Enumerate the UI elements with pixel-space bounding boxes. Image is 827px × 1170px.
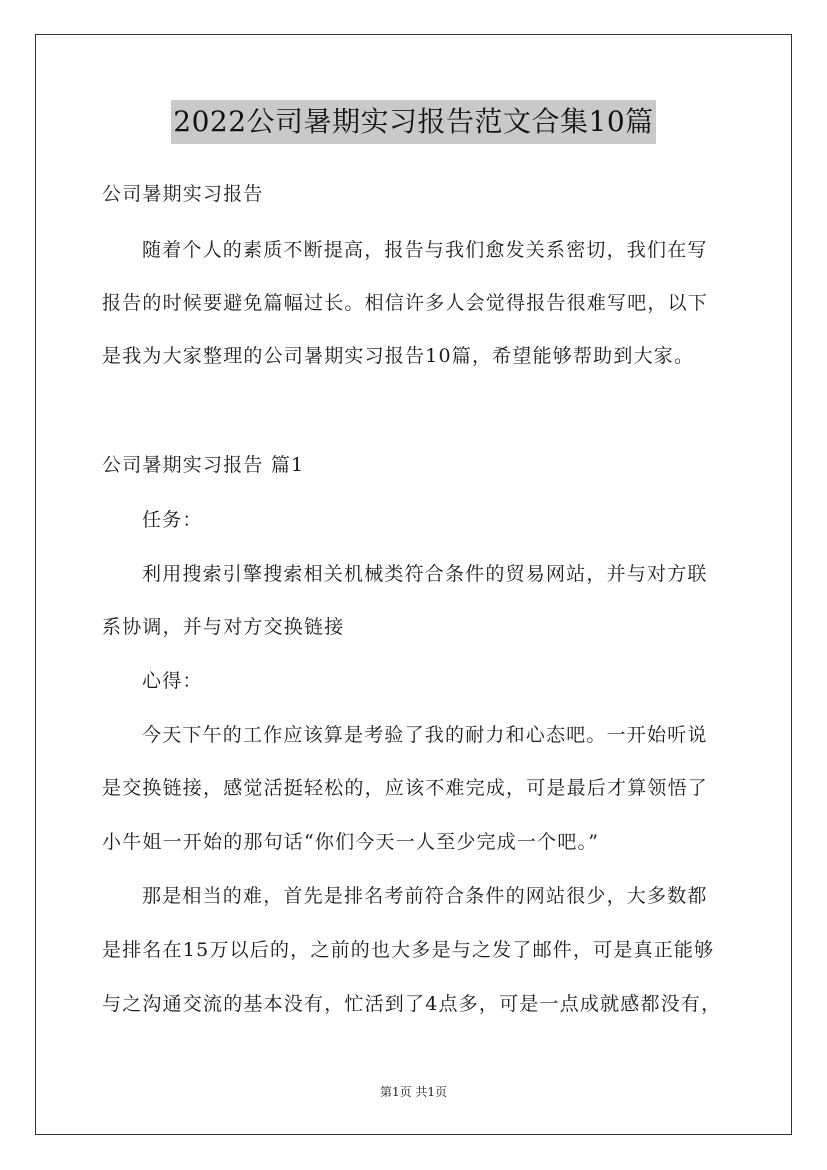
section-heading: 公司暑期实习报告 篇1	[102, 454, 305, 476]
intro-line-3: 是我为大家整理的公司暑期实习报告10篇，希望能够帮助到大家。	[102, 345, 695, 367]
page-footer: 第1页 共1页	[379, 1085, 448, 1099]
title-container	[0, 100, 827, 144]
intro-line-1: 随着个人的素质不断提高，报告与我们愈发关系密切，我们在写	[142, 239, 708, 261]
para2-line-1: 那是相当的难，首先是排名考前符合条件的网站很少，大多数都	[142, 885, 708, 907]
para2-line-3: 与之沟通交流的基本没有，忙活到了4点多，可是一点成就感都没有，	[102, 993, 722, 1015]
task-text-line-2: 系协调，并与对方交换链接	[102, 616, 345, 638]
document-subtitle: 公司暑期实习报告	[102, 183, 264, 205]
intro-line-2: 报告的时候要避免篇幅过长。相信许多人会觉得报告很难写吧，以下	[102, 292, 709, 314]
document-title: 2022公司暑期实习报告范文合集10篇	[171, 100, 655, 144]
task-text-line-1: 利用搜索引擎搜索相关机械类符合条件的贸易网站，并与对方联	[142, 563, 708, 585]
task-label: 任务：	[142, 509, 203, 531]
para1-line-2: 是交换链接，感觉活挺轻松的，应该不难完成，可是最后才算领悟了	[102, 777, 709, 799]
para1-line-3: 小牛姐一开始的那句话“你们今天一人至少完成一个吧。”	[102, 831, 600, 853]
experience-label: 心得：	[142, 670, 203, 692]
para1-line-1: 今天下午的工作应该算是考验了我的耐力和心态吧。一开始听说	[142, 724, 708, 746]
para2-line-2: 是排名在15万以后的，之前的也大多是与之发了邮件，可是真正能够	[102, 939, 715, 961]
